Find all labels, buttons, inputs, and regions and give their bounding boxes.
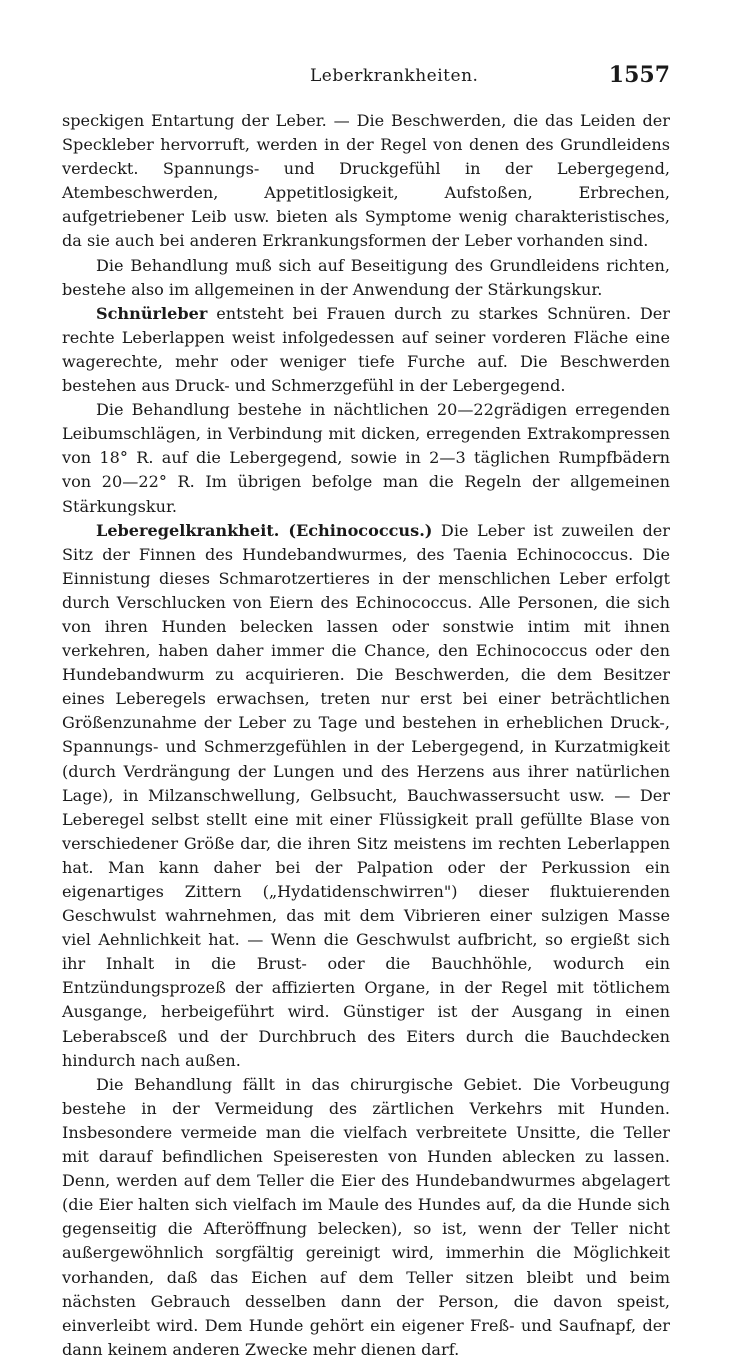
section-heading-leberegelkrankheit: Leberegelkrankheit. (Echinococcus.) xyxy=(96,520,433,540)
paragraph-speckleber-continued: speckigen Entartung der Leber. — Die Beschwerden, die das Leiden der Speckleber hervorruft, werden in der Regel von denen des Grundleidens verdeckt. Spannungs- und Druckgefühl in der Lebergegend, Atembeschwerden, Appetitlosigkeit, Aufstoßen, Erbrechen, aufgetriebener Leib usw. bieten als Symptome wenig charakteristisches, da sie auch bei anderen Erkrankungsformen der Leber vorhanden sind. xyxy=(62,111,670,251)
page-number: 1557 xyxy=(608,62,670,88)
section-heading-schnuerleber: Schnürleber xyxy=(96,303,208,323)
paragraph-schnuerleber: Schnürleber entsteht bei Frauen durch zu starkes Schnüren. Der rechte Leberlappen weist infolgedessen auf seiner vorderen Fläche eine wagerechte, mehr oder weniger tiefe Furche auf. Die Beschwerden bestehen aus Druck- und Schmerzgefühl in der Lebergegend. xyxy=(62,303,670,396)
running-title: Leberkrankheiten. xyxy=(310,66,479,86)
page-header xyxy=(62,60,670,90)
paragraph-leberegel-treatment: Die Behandlung fällt in das chirurgische Gebiet. Die Vorbeugung bestehe in der Vermeidung des zärtlichen Verkehrs mit Hunden. Insbesondere vermeide man die vielfach verbreitete Unsitte, die Teller mit darauf befindlichen Speiseresten von Hunden ablecken zu lassen. Denn, werden auf dem Teller die Eier des Hundebandwurmes abgelagert (die Eier halten sich vielfach im Maule des Hundes auf, da die Hunde sich gegenseitig die Afteröffnung belecken), so ist, wenn der Teller nicht außergewöhnlich sorgfältig gereinigt wird, immerhin die Möglichkeit vorhanden, daß das Eichen auf dem Teller sitzen bleibt und beim nächsten Gebrauch desselben dann der Person, die davon speist, einverleibt wird. Dem Hunde gehört ein eigener Freß- und Saufnapf, der dann keinem anderen Zwecke mehr dienen darf. xyxy=(62,1074,670,1359)
paragraph-leberegelkrankheit: Leberegelkrankheit. (Echinococcus.) Die Leber ist zuweilen der Sitz der Finnen des Hundebandwurmes, des Taenia Echinococcus. Die Einnistung dieses Schmarotzertieres in der menschlichen Leber erfolgt durch Verschlucken von Eiern des Echinococcus. Alle Personen, die sich von ihren Hunden belecken lassen oder sonstwie intim mit ihnen verkehren, haben daher immer die Chance, den Echinococcus oder den Hundebandwurm zu acquirieren. Die Beschwerden, die dem Besitzer eines Leberegels erwachsen, treten nur erst bei einer beträchtlichen Größenzunahme der Leber zu Tage und bestehen in erheblichen Druck-, Spannungs- und Schmerzgefühlen in der Lebergegend, in Kurzatmigkeit (durch Verdrängung der Lungen und des Herzens aus ihrer natürlichen Lage), in Milzanschwellung, Gelbsucht, Bauchwassersucht usw. — Der Leberegel selbst stellt eine mit einer Flüssigkeit prall gefüllte Blase von verschiedener Größe dar, die ihren Sitz meistens im rechten Leberlappen hat. Man kann daher bei der Palpation oder der Perkussion ein eigenartiges Zittern („Hydatidenschwirren") dieser fluktuierenden Geschwulst wahrnehmen, das mit dem Vibrieren einer sulzigen Masse viel Aehnlichkeit hat. — Wenn die Geschwulst aufbricht, so ergießt sich ihr Inhalt in die Brust- oder die Bauchhöhle, wodurch ein Entzündungsprozeß der affizierten Organe, in der Regel mit tötlichem Ausgange, herbeigeführt wird. Günstiger ist der Ausgang in einen Leberabsceß und der Durchbruch des Eiters durch die Bauchdecken hindurch nach außen. xyxy=(62,520,670,1070)
paragraph-schnuerleber-treatment: Die Behandlung bestehe in nächtlichen 20—22grädigen erregenden Leibumschlägen, in Verbindung mit dicken, erregenden Extrakompressen von 18° R. auf die Lebergegend, sowie in 2—3 täglichen Rumpfbädern von 20—22° R. Im übrigen befolge man die Regeln der allgemeinen Stärkungskur. xyxy=(62,400,670,516)
paragraph-speckleber-treatment: Die Behandlung muß sich auf Beseitigung des Grundleidens richten, bestehe also im allgemeinen in der Anwendung der Stärkungskur. xyxy=(62,255,670,299)
body-text xyxy=(62,109,670,1362)
